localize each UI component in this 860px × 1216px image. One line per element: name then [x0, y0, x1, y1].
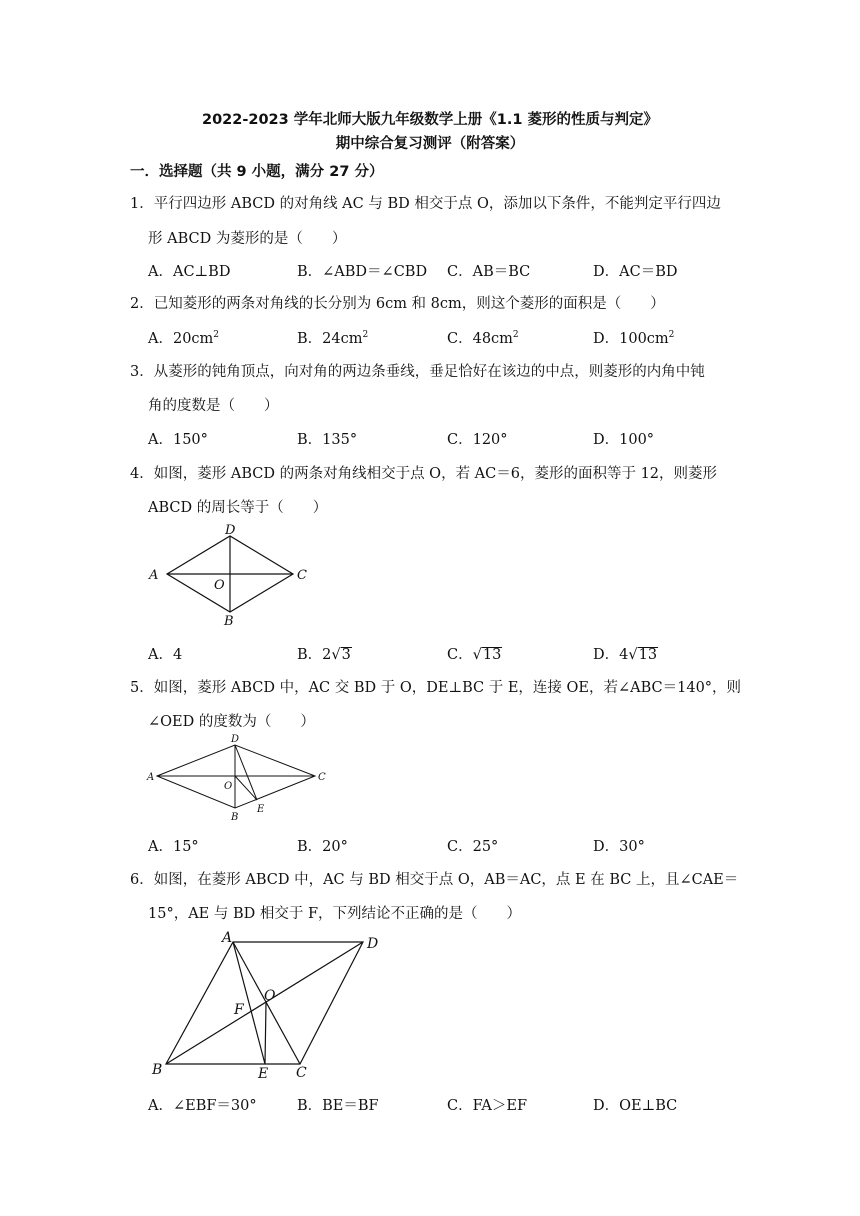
q5-text: 如图，菱形 ABCD 中，AC 交 BD 于 O，DE⊥BC 于 E，连接 OE，若∠ABC＝140°，则: [153, 680, 742, 696]
q4-number: 4．: [130, 466, 154, 482]
doc-title-line1: 2022-2023 学年北师大版九年级数学上册《1.1 菱形的性质与判定》: [201, 112, 658, 128]
q2-line1: [130, 292, 665, 313]
q2-option-b: B．$24cm^2$: [297, 330, 369, 347]
q6-figure-rhombus: [148, 928, 393, 1083]
q4-figure-rhombus: [145, 522, 325, 632]
q2-text: 已知菱形的两条对角线的长分别为 6cm 和 8cm，则这个菱形的面积是（ ）: [153, 296, 665, 312]
q5-option-c: C．25°: [447, 839, 499, 855]
q1-text: 平行四边形 ABCD 的对角线 AC 与 BD 相交于点 O，添加以下条件，不能判定平行四边: [153, 196, 721, 212]
q5-option-b: B．20°: [297, 839, 348, 855]
q6-label-e: E: [258, 1066, 269, 1082]
section-heading: 一．选择题（共 9 小题，满分 27 分）: [130, 164, 384, 180]
q5-line1: [130, 676, 741, 697]
q6-text: 如图，在菱形 ABCD 中，AC 与 BD 相交于点 O，AB＝AC，点 E 在 BC 上，且∠CAE＝: [153, 872, 739, 888]
q6-label-f: F: [234, 1002, 244, 1018]
q1-line1: [130, 192, 721, 213]
q6-option-c: C．FA＞EF: [447, 1098, 528, 1114]
q6-number: 6．: [130, 872, 154, 888]
q5-number: 5．: [130, 680, 154, 696]
q6-line2: 15°，AE 与 BD 相交于 F，下列结论不正确的是（ ）: [148, 906, 522, 922]
q6-label-b: B: [152, 1062, 163, 1078]
q4-option-d: D．4√13: [593, 647, 658, 663]
q5-label-b: B: [231, 812, 239, 823]
q4-option-a: A．4: [148, 647, 183, 663]
q6-segment-oe: [265, 1003, 266, 1064]
q6-option-d: D．OE⊥BC: [593, 1098, 678, 1114]
q3-option-c: C．120°: [447, 432, 508, 448]
q2-option-d: D．$100cm^2$: [593, 330, 675, 347]
q5-segment-de: [235, 745, 257, 800]
q5-figure-rhombus: [145, 732, 335, 827]
q5-segment-oe: [235, 776, 257, 800]
q5-label-c: C: [318, 772, 326, 783]
q5-label-a: A: [147, 772, 155, 783]
q3-option-b: B．135°: [297, 432, 358, 448]
q5-line2: ∠OED 的度数为（ ）: [148, 714, 315, 730]
q5-option-d: D．30°: [593, 839, 645, 855]
q1-number: 1．: [130, 196, 154, 212]
q4-label-b: B: [224, 614, 234, 629]
q5-label-e: E: [257, 804, 265, 815]
q5-option-a: A．15°: [148, 839, 199, 855]
q4-line1: [130, 462, 717, 483]
q1-option-c: C．AB＝BC: [447, 264, 531, 280]
q3-option-d: D．100°: [593, 432, 655, 448]
q4-option-b: B．2√3: [297, 647, 351, 663]
q4-text: 如图，菱形 ABCD 的两条对角线相交于点 O，若 AC＝6，菱形的面积等于 12，则菱形: [153, 466, 718, 482]
q6-label-a: A: [222, 930, 233, 946]
q6-label-o: O: [264, 988, 276, 1004]
q2-option-c: C．$48cm^2$: [447, 330, 519, 347]
q1-option-b: B．∠ABD＝∠CBD: [297, 264, 428, 280]
q5-label-o: O: [224, 781, 233, 792]
q6-option-a: A．∠EBF＝30°: [148, 1098, 257, 1114]
q3-option-a: A．150°: [148, 432, 208, 448]
q1-option-a: A．AC⊥BD: [148, 264, 231, 280]
q3-line2: 角的度数是（ ）: [148, 398, 279, 414]
q1-option-d: D．AC＝BD: [593, 264, 678, 280]
q4-label-o: O: [214, 578, 225, 593]
q4-line2: ABCD 的周长等于（ ）: [148, 500, 328, 516]
q3-line1: [130, 360, 705, 381]
q6-line1: [130, 868, 738, 889]
q2-number: 2．: [130, 296, 154, 312]
q3-number: 3．: [130, 364, 154, 380]
q4-label-a: A: [149, 568, 159, 583]
doc-title-line2: 期中综合复习测评（附答案）: [335, 136, 525, 152]
q4-label-d: D: [225, 523, 236, 538]
q6-label-c: C: [296, 1065, 307, 1081]
q6-label-d: D: [367, 936, 379, 952]
q1-line2: 形 ABCD 为菱形的是（ ）: [148, 231, 347, 247]
q5-label-d: D: [231, 734, 240, 745]
q2-option-a: A．$20cm^2$: [148, 330, 220, 347]
q3-text: 从菱形的钝角顶点，向对角的两边条垂线，垂足恰好在该边的中点，则菱形的内角中钝: [153, 364, 705, 380]
q6-option-b: B．BE＝BF: [297, 1098, 379, 1114]
q4-label-c: C: [297, 568, 307, 583]
q4-option-c: C．√13: [447, 647, 502, 663]
